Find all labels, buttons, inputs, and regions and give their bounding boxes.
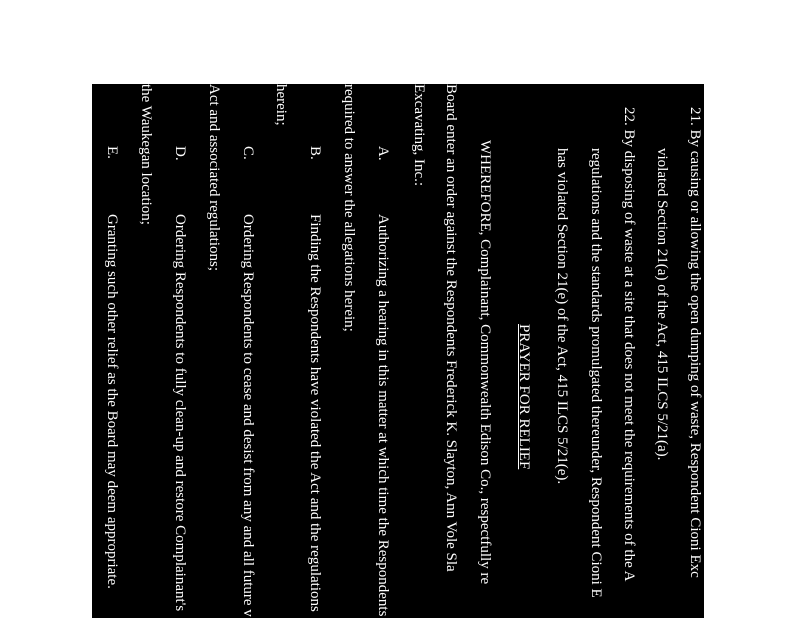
item-b-letter: B. (307, 146, 323, 160)
item-a-line-1: Authorizing a hearing in this matter at which time the Respondents (375, 214, 391, 617)
item-d-letter: D. (172, 146, 188, 161)
item-d-line-2: the Waukegan location; (138, 84, 154, 225)
wherefore-line-3: Excavating, Inc.: (411, 84, 427, 187)
wherefore-line-1: WHEREFORE, Complainant, Commonwealth Edison Co., respectfully re (477, 140, 493, 585)
paragraph-22-line-2: regulations and the standards promulgated thereunder, Respondent Cioni E (588, 148, 604, 598)
item-b-line-2: herein; (273, 84, 289, 126)
item-c-line-1: Ordering Respondents to cease and desist from any and all future v (240, 214, 256, 617)
rotated-text-block (92, 84, 704, 618)
paragraph-21-line-2: violated Section 21(a) of the Act, 415 ILCS 5/21(a). (654, 148, 670, 461)
item-d-line-1: Ordering Respondents to fully clean-up and restore Complainant's (172, 214, 188, 612)
paragraph-22-line-3: has violated Section 21(e) of the Act, 415 ILCS 5/21(e). (554, 148, 570, 485)
item-c-line-2: Act and associated regulations; (206, 84, 222, 272)
item-a-line-2: required to answer the allegations herein; (341, 84, 357, 332)
paragraph-22-line-1: 22. By disposing of waste at a site that does not meet the requirements of the A (621, 107, 637, 582)
document-page (92, 84, 704, 618)
item-e-line-1: Granting such other relief as the Board may deem appropriate. (104, 214, 120, 589)
wherefore-line-2: Board enter an order against the Respondents Frederick K. Slayton, Ann Vole Sla (443, 84, 459, 572)
item-b-line-1: Finding the Respondents have violated the Act and the regulations (307, 214, 323, 612)
item-e-letter: E. (104, 146, 120, 159)
item-c-letter: C. (240, 146, 256, 160)
prayer-for-relief-heading: PRAYER FOR RELIEF (516, 324, 532, 470)
paragraph-21-line-1: 21. By causing or allowing the open dumping of waste, Respondent Cioni Exc (687, 107, 703, 578)
item-a-letter: A. (375, 146, 391, 161)
